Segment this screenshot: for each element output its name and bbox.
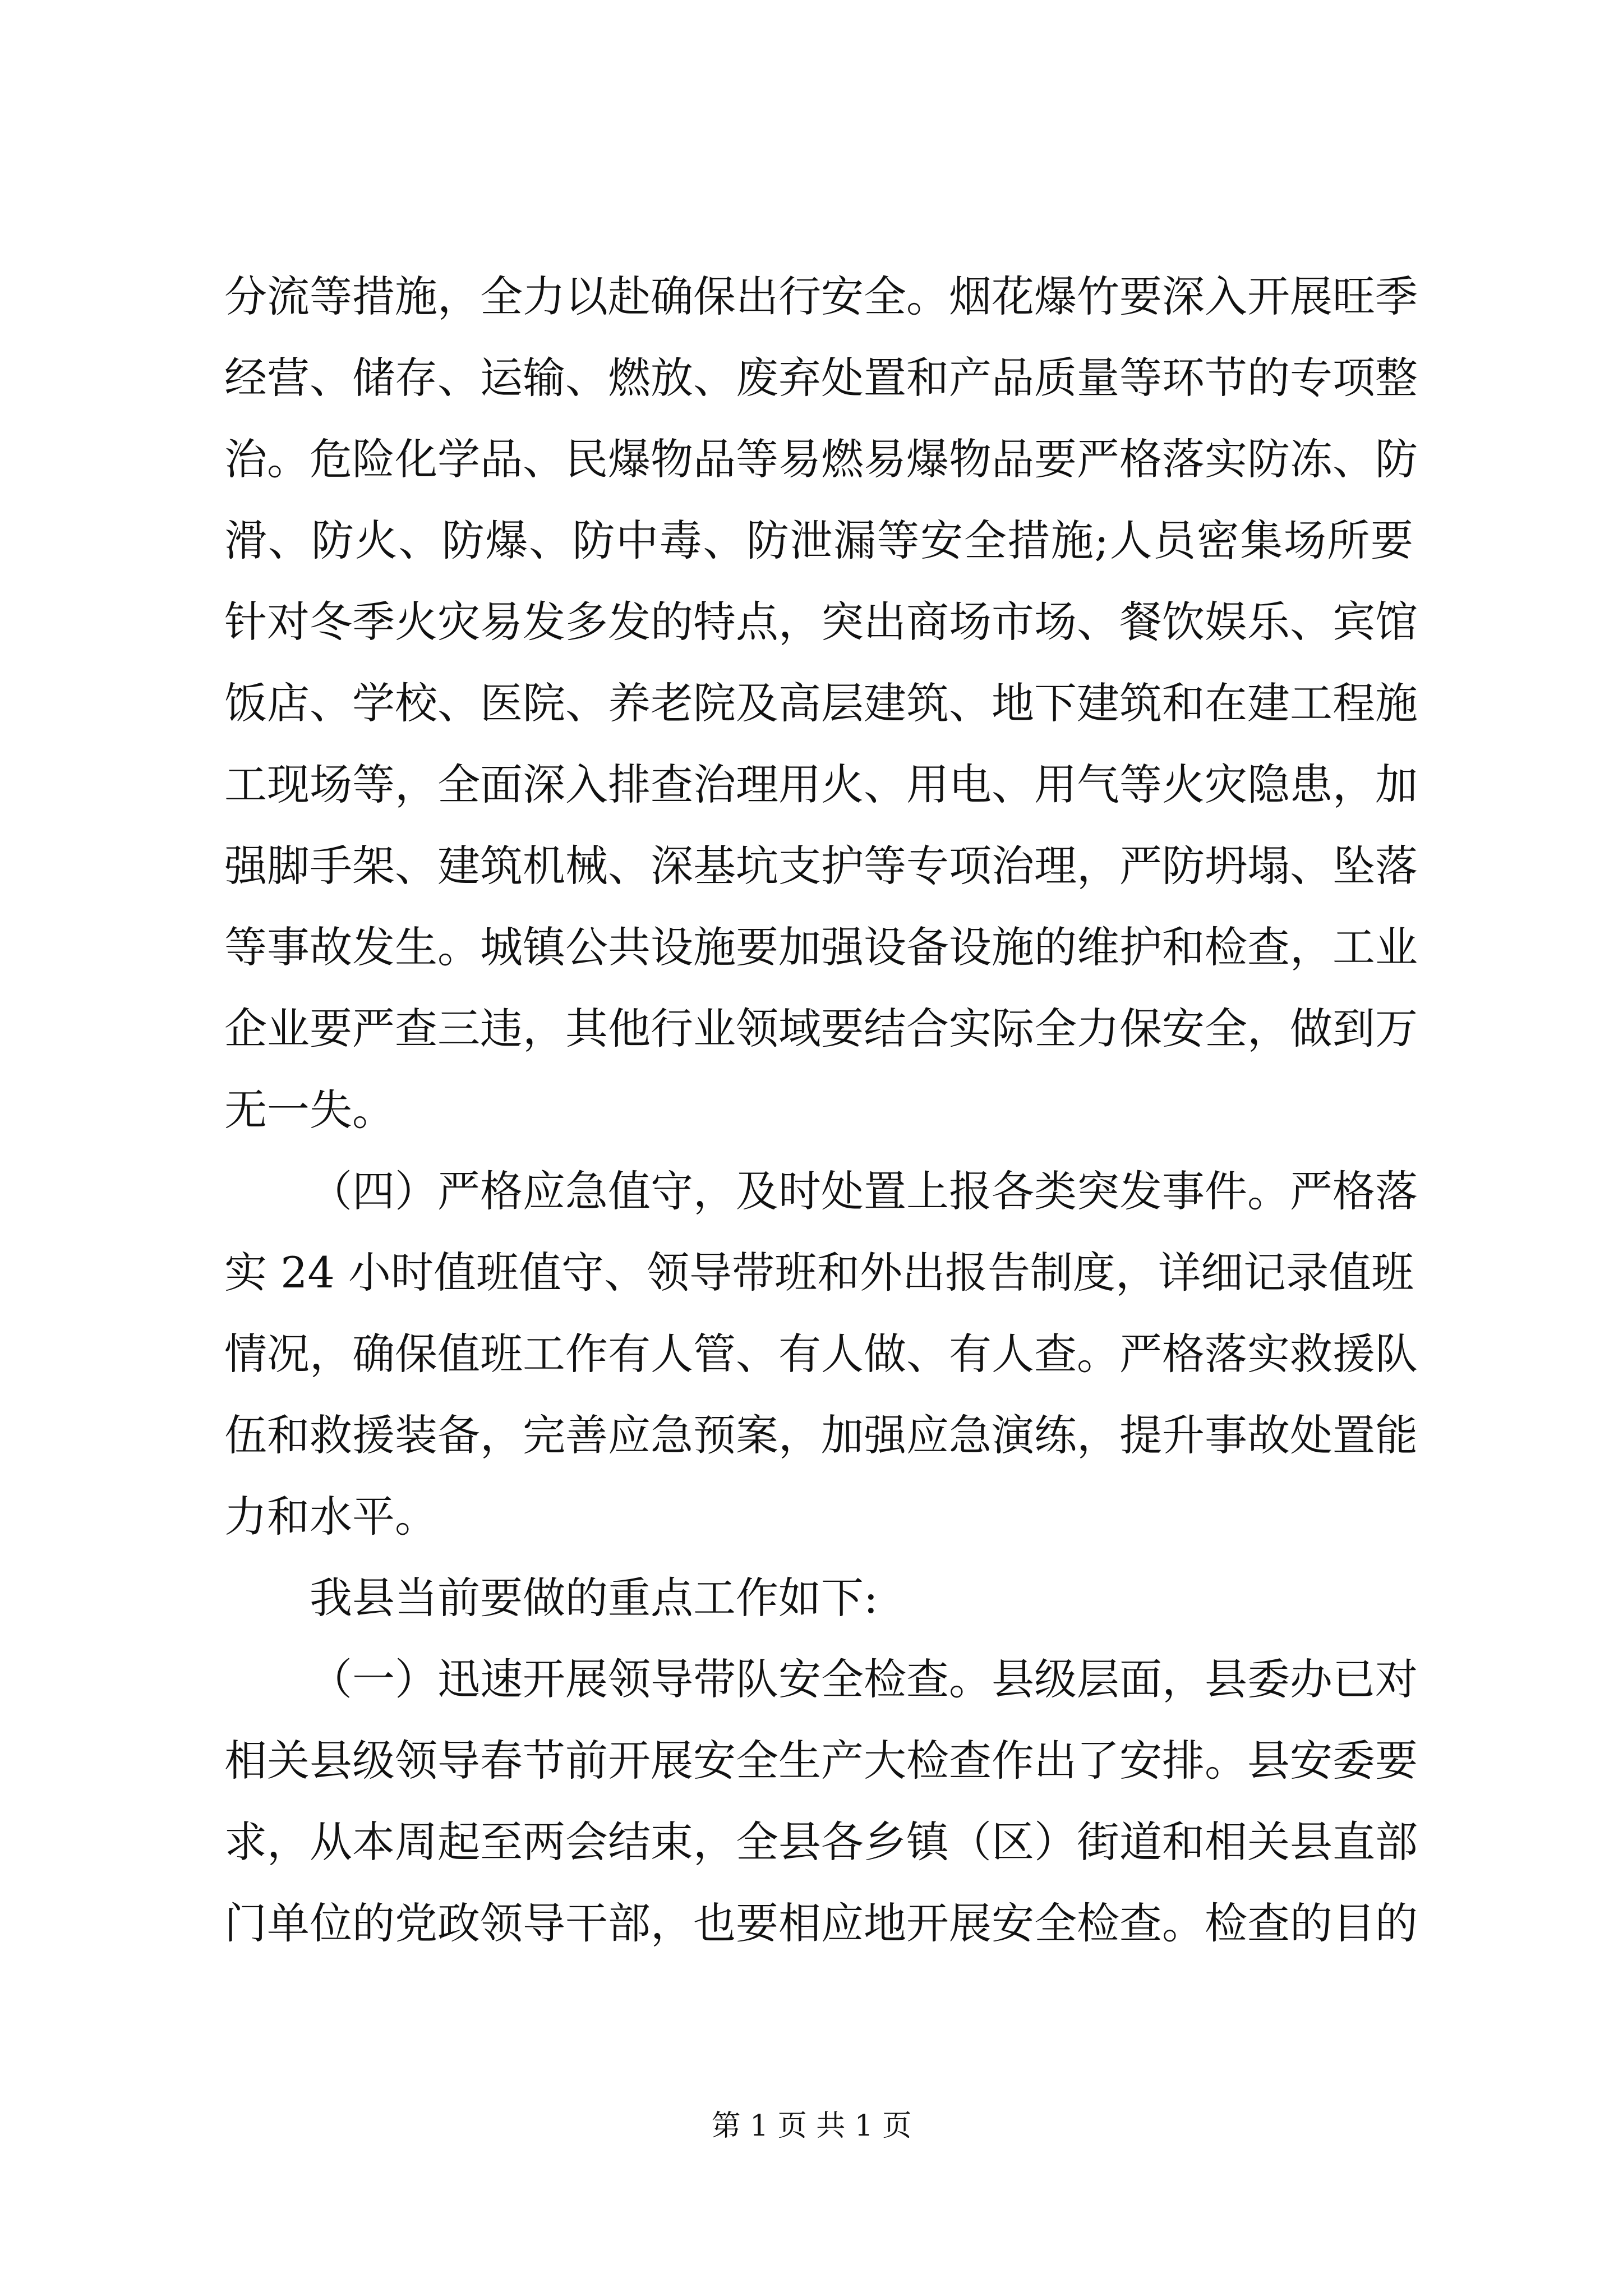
text-line: 实 24 小时值班值守、领导带班和外出报告制度，详细记录值班 [224, 1248, 1414, 1297]
text-line: 无一失。 [224, 1085, 395, 1135]
text-line: 滑、防火、防爆、防中毒、防泄漏等安全措施;人员密集场所要 [224, 516, 1413, 565]
text-line: 强脚手架、建筑机械、深基坑支护等专项治理，严防坍塌、坠落 [224, 841, 1418, 891]
text-line: 求，从本周起至两会结束，全县各乡镇（区）街道和相关县直部 [224, 1817, 1418, 1867]
text-line: 门单位的党政领导干部，也要相应地开展安全检查。检查的目的 [224, 1898, 1418, 1948]
text-line: 企业要严查三违，其他行业领域要结合实际全力保安全，做到万 [224, 1004, 1418, 1053]
page-footer: 第 1 页 共 1 页 [711, 2109, 912, 2143]
text-line: 工现场等，全面深入排查治理用火、用电、用气等火灾隐患，加 [224, 760, 1418, 809]
text-line: 饭店、学校、医院、养老院及高层建筑、地下建筑和在建工程施 [224, 678, 1418, 728]
text-line: 相关县级领导春节前开展安全生产大检查作出了安排。县安委要 [224, 1736, 1418, 1786]
document-body [224, 256, 1418, 1964]
text-line: 治。危险化学品、民爆物品等易燃易爆物品要严格落实防冻、防 [224, 434, 1418, 484]
text-line: 针对冬季火灾易发多发的特点，突出商场市场、餐饮娱乐、宾馆 [224, 597, 1418, 647]
text-line: 伍和救援装备，完善应急预案，加强应急演练，提升事故处置能 [224, 1410, 1418, 1460]
text-line: 经营、储存、运输、燃放、废弃处置和产品质量等环节的专项整 [224, 353, 1418, 403]
text-line: 情况，确保值班工作有人管、有人做、有人查。严格落实救援队 [224, 1329, 1418, 1379]
paragraph-line: 我县当前要做的重点工作如下: [310, 1573, 878, 1623]
paragraph-heading-line: （四）严格应急值守，及时处置上报各类突发事件。严格落 [310, 1166, 1418, 1216]
paragraph-heading-line: （一）迅速开展领导带队安全检查。县级层面，县委办已对 [310, 1654, 1418, 1704]
text-line: 分流等措施，全力以赴确保出行安全。烟花爆竹要深入开展旺季 [224, 272, 1418, 321]
text-line: 力和水平。 [224, 1492, 437, 1542]
text-line: 等事故发生。城镇公共设施要加强设备设施的维护和检查，工业 [224, 922, 1418, 972]
